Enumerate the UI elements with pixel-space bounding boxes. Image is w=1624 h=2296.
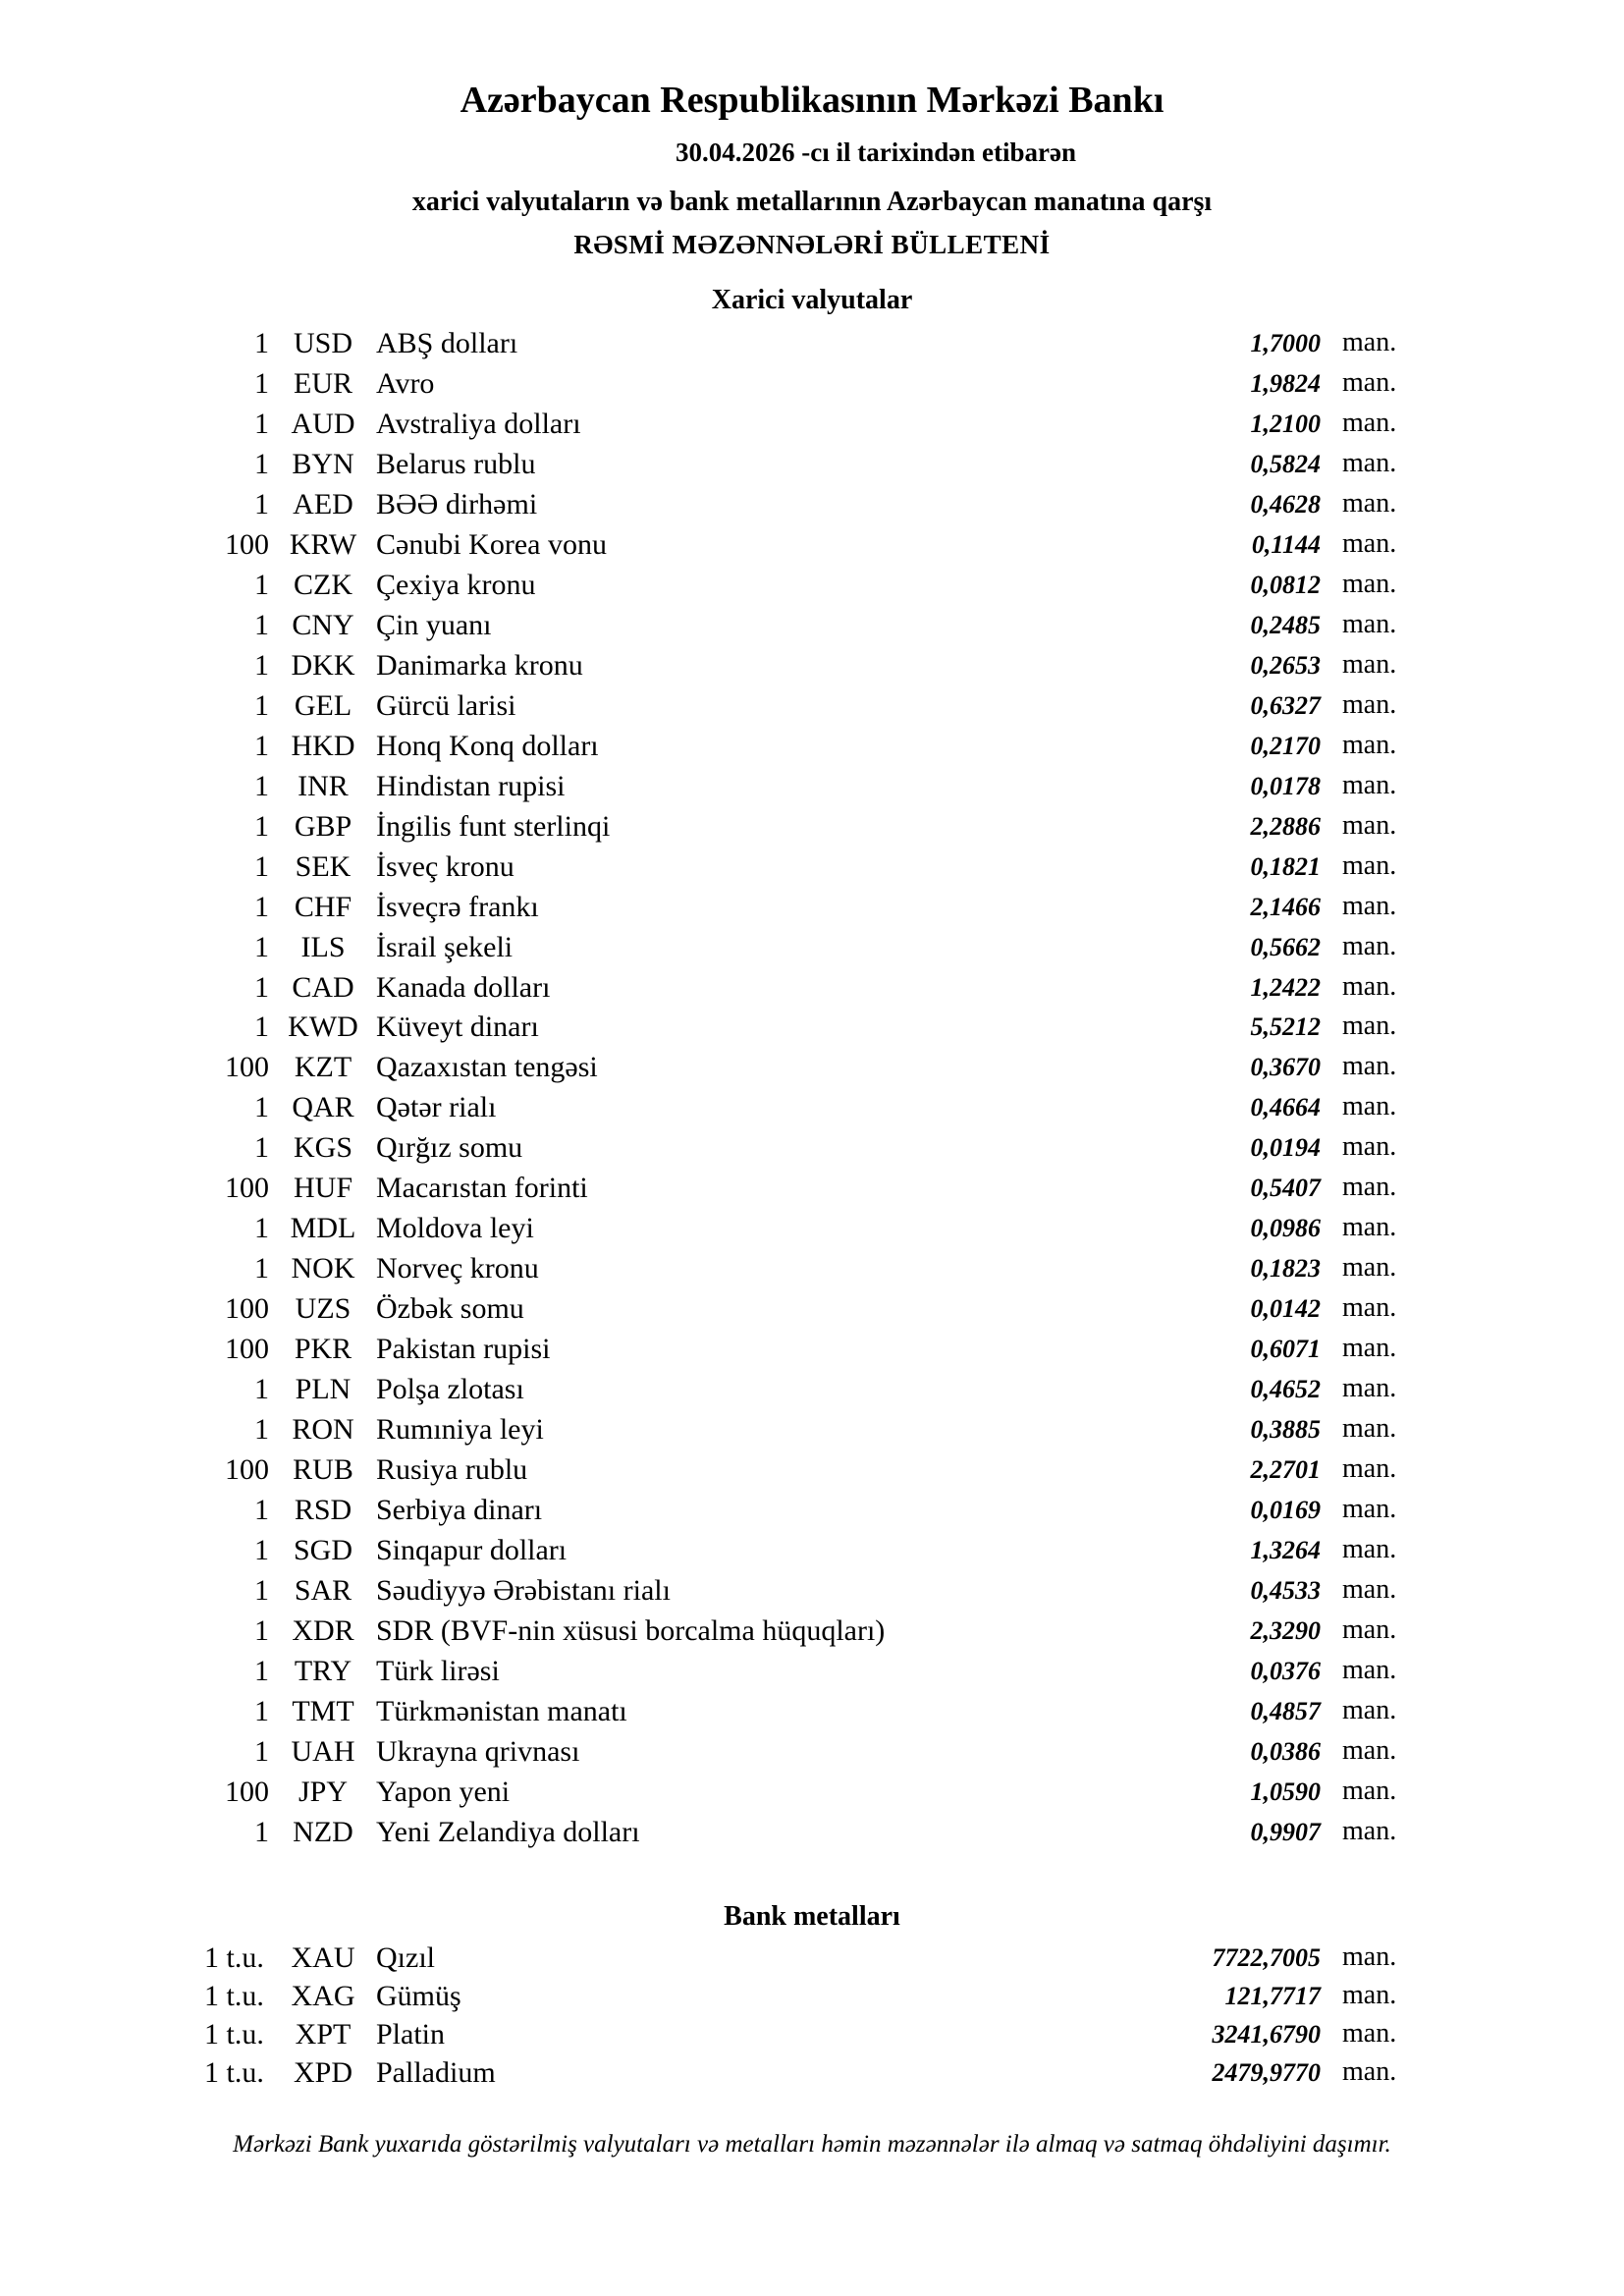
units-cell: 100	[225, 1453, 269, 1487]
units-cell: 1	[254, 970, 269, 1004]
rate-cell: 121,7717	[1224, 1982, 1321, 2010]
name-cell: Gürcü larisi	[376, 688, 516, 722]
code-cell: ILS	[300, 930, 346, 963]
units-cell: 1	[254, 1252, 269, 1285]
name-cell: İsveçrə frankı	[376, 890, 539, 923]
name-cell: SDR (BVF-nin xüsusi borcalma hüquqları)	[376, 1614, 886, 1648]
currency-unit-label: man.	[1342, 1131, 1397, 1163]
code-cell: SGD	[293, 1534, 352, 1567]
units-cell: 100	[225, 1292, 269, 1326]
rate-cell: 1,2422	[1250, 972, 1321, 1002]
name-cell: Qızıl	[376, 1941, 435, 1974]
name-cell: Kanada dolları	[376, 970, 551, 1004]
code-cell: SEK	[295, 849, 352, 883]
code-cell: KWD	[288, 1011, 358, 1044]
name-cell: Belarus rublu	[376, 447, 536, 480]
name-cell: Avro	[376, 366, 435, 400]
currency-unit-label: man.	[1342, 2056, 1397, 2087]
currency-row	[0, 528, 1624, 568]
units-cell: 1	[254, 648, 269, 682]
currency-unit-label: man.	[1342, 1172, 1397, 1203]
name-cell: Honq Konq dolları	[376, 729, 599, 762]
rate-cell: 2479,9770	[1212, 2058, 1321, 2087]
units-cell: 1	[254, 1614, 269, 1648]
rate-cell: 1,3264	[1250, 1536, 1321, 1565]
units-cell: 1	[254, 1413, 269, 1447]
rate-cell: 0,5407	[1250, 1174, 1321, 1203]
currency-unit-label: man.	[1342, 1534, 1397, 1565]
currency-row	[0, 730, 1624, 769]
units-cell: 1	[254, 327, 269, 359]
code-cell: RSD	[294, 1494, 352, 1527]
code-cell: CHF	[294, 890, 352, 923]
code-cell: KGS	[293, 1131, 352, 1165]
units-cell: 1	[254, 688, 269, 722]
code-cell: XPT	[295, 2018, 352, 2050]
rate-cell: 0,6327	[1250, 690, 1321, 720]
currency-unit-label: man.	[1342, 1011, 1397, 1042]
rate-cell: 0,0178	[1250, 771, 1321, 800]
code-cell: RON	[292, 1413, 354, 1447]
bulletin-title: RƏSMİ MƏZƏNNƏLƏRİ BÜLLETENİ	[573, 230, 1051, 259]
currency-row	[0, 1373, 1624, 1412]
code-cell: DKK	[291, 648, 355, 682]
currency-row	[0, 1212, 1624, 1251]
currency-row	[0, 1333, 1624, 1372]
rate-cell: 2,2886	[1250, 811, 1321, 841]
code-cell: QAR	[292, 1091, 354, 1124]
name-cell: Platin	[376, 2018, 446, 2050]
currency-row	[0, 931, 1624, 970]
currency-row	[0, 770, 1624, 809]
code-cell: HKD	[291, 729, 355, 762]
currency-row	[0, 850, 1624, 890]
rate-cell: 1,0590	[1250, 1777, 1321, 1806]
units-cell: 1	[254, 1574, 269, 1608]
name-cell: Moldova leyi	[376, 1212, 534, 1245]
code-cell: HUF	[293, 1172, 352, 1205]
units-cell: 1	[254, 608, 269, 641]
units-cell: 1 t.u.	[204, 2018, 264, 2050]
units-cell: 1	[254, 447, 269, 480]
rate-cell: 0,1823	[1250, 1254, 1321, 1284]
currency-unit-label: man.	[1342, 890, 1397, 921]
currency-row	[0, 1131, 1624, 1171]
units-cell: 1 t.u.	[204, 2056, 264, 2089]
code-cell: CZK	[294, 568, 352, 601]
rate-cell: 1,9824	[1250, 368, 1321, 398]
currency-row	[0, 327, 1624, 366]
currency-row	[0, 1011, 1624, 1050]
name-cell: Ukrayna qrivnası	[376, 1734, 580, 1768]
currency-unit-label: man.	[1342, 366, 1397, 398]
currency-unit-label: man.	[1342, 648, 1397, 680]
currency-unit-label: man.	[1342, 1980, 1397, 2010]
rate-cell: 2,2701	[1250, 1455, 1321, 1485]
units-cell: 1	[254, 729, 269, 762]
rate-cell: 0,3885	[1250, 1415, 1321, 1445]
units-cell: 1	[254, 849, 269, 883]
name-cell: Danimarka kronu	[376, 648, 583, 682]
currency-row	[0, 1453, 1624, 1493]
currency-unit-label: man.	[1342, 1614, 1397, 1646]
name-cell: Rusiya rublu	[376, 1453, 528, 1487]
code-cell: SAR	[294, 1574, 352, 1608]
rate-cell: 0,2170	[1250, 731, 1321, 760]
rate-cell: 0,1144	[1251, 529, 1321, 559]
rate-cell: 0,0986	[1250, 1214, 1321, 1243]
currency-unit-label: man.	[1342, 1333, 1397, 1364]
currency-unit-label: man.	[1342, 1252, 1397, 1284]
page-subtitle: xarici valyutaların və bank metallarının Azərbaycan manatına qarşı	[411, 187, 1213, 217]
code-cell: MDL	[290, 1212, 356, 1245]
name-cell: Qazaxıstan tengəsi	[376, 1051, 598, 1084]
units-cell: 1	[254, 1011, 269, 1044]
currency-unit-label: man.	[1342, 769, 1397, 800]
currency-row	[0, 609, 1624, 648]
units-cell: 1	[254, 1815, 269, 1848]
currency-row	[0, 367, 1624, 407]
code-cell: XDR	[292, 1614, 354, 1648]
name-cell: Səudiyyə Ərəbistanı rialı	[376, 1574, 671, 1608]
rate-cell: 0,6071	[1250, 1335, 1321, 1364]
code-cell: JPY	[298, 1775, 349, 1808]
rate-cell: 5,5212	[1250, 1012, 1321, 1042]
units-cell: 100	[225, 1051, 269, 1084]
currency-unit-label: man.	[1342, 487, 1397, 519]
rate-cell: 0,2653	[1250, 650, 1321, 680]
rate-cell: 7722,7005	[1212, 1943, 1321, 1972]
currency-row	[0, 1252, 1624, 1291]
currency-unit-label: man.	[1342, 1775, 1397, 1806]
code-cell: BYN	[292, 447, 354, 480]
effective-date: 30.04.2026 -cı il tarixindən etibarən	[676, 137, 1076, 167]
rate-cell: 2,1466	[1250, 892, 1321, 921]
name-cell: İsrail şekeli	[376, 930, 514, 963]
code-cell: NOK	[291, 1252, 355, 1285]
rate-cell: 0,5824	[1250, 449, 1321, 478]
name-cell: Gümüş	[376, 1980, 461, 2012]
name-cell: Serbiya dinarı	[376, 1494, 543, 1527]
units-cell: 1	[254, 1655, 269, 1687]
currency-unit-label: man.	[1342, 1091, 1397, 1122]
units-cell: 1	[254, 769, 269, 802]
name-cell: Çin yuanı	[376, 608, 492, 641]
units-cell: 1	[254, 1494, 269, 1527]
code-cell: USD	[293, 327, 352, 359]
currency-unit-label: man.	[1342, 527, 1397, 559]
code-cell: NZD	[293, 1815, 353, 1848]
disclaimer-note: Mərkəzi Bank yuxarıda göstərilmiş valyutaları və metalları həmin məzənnələr ilə almaq və satmaq öhdəliyini daşımır.	[233, 2131, 1391, 2158]
code-cell: XAG	[291, 1980, 355, 2012]
code-cell: TMT	[292, 1694, 354, 1727]
code-cell: PKR	[294, 1333, 352, 1366]
currency-row	[0, 1494, 1624, 1533]
currency-unit-label: man.	[1342, 568, 1397, 599]
currency-row	[0, 1091, 1624, 1130]
units-cell: 1 t.u.	[204, 1941, 264, 1974]
code-cell: PLN	[295, 1373, 352, 1406]
units-cell: 1	[254, 930, 269, 963]
metal-row	[0, 1980, 1624, 2019]
name-cell: Türk lirəsi	[376, 1655, 500, 1687]
name-cell: Özbək somu	[376, 1292, 524, 1326]
currencies-section-title: Xarici valyutalar	[711, 285, 913, 315]
name-cell: Sinqapur dolları	[376, 1534, 568, 1567]
name-cell: Qətər rialı	[376, 1091, 497, 1124]
name-cell: İsveç kronu	[376, 849, 514, 883]
code-cell: AED	[293, 487, 353, 520]
name-cell: Rumıniya leyi	[376, 1413, 544, 1447]
units-cell: 100	[225, 1775, 269, 1808]
name-cell: Yapon yeni	[376, 1775, 511, 1808]
name-cell: İngilis funt sterlinqi	[376, 809, 611, 843]
name-cell: Palladium	[376, 2056, 496, 2089]
code-cell: UAH	[291, 1734, 355, 1768]
currency-unit-label: man.	[1342, 407, 1397, 438]
currency-row	[0, 1172, 1624, 1211]
rate-cell: 0,1821	[1250, 851, 1321, 881]
code-cell: KRW	[289, 527, 357, 561]
currency-row	[0, 649, 1624, 688]
rate-cell: 0,4652	[1250, 1375, 1321, 1404]
name-cell: Hindistan rupisi	[376, 769, 566, 802]
rate-cell: 0,0376	[1250, 1657, 1321, 1685]
units-cell: 1	[254, 366, 269, 400]
currency-row	[0, 1614, 1624, 1654]
currency-row	[0, 1051, 1624, 1090]
units-cell: 1	[254, 407, 269, 440]
units-cell: 1	[254, 809, 269, 843]
rate-cell: 0,0812	[1250, 570, 1321, 599]
name-cell: Pakistan rupisi	[376, 1333, 551, 1366]
rate-cell: 3241,6790	[1212, 2020, 1321, 2049]
currency-unit-label: man.	[1342, 809, 1397, 841]
currency-unit-label: man.	[1342, 327, 1397, 357]
currency-unit-label: man.	[1342, 1734, 1397, 1766]
rate-cell: 1,2100	[1250, 409, 1321, 438]
currency-row	[0, 488, 1624, 527]
currency-unit-label: man.	[1342, 729, 1397, 760]
code-cell: EUR	[294, 366, 352, 400]
currency-row	[0, 569, 1624, 608]
name-cell: Türkmənistan manatı	[376, 1694, 627, 1727]
code-cell: CAD	[292, 970, 354, 1004]
currency-unit-label: man.	[1342, 1413, 1397, 1445]
currency-row	[0, 1735, 1624, 1775]
rate-cell: 2,3290	[1250, 1616, 1321, 1646]
rate-cell: 0,3670	[1250, 1053, 1321, 1082]
currency-row	[0, 1655, 1624, 1694]
currency-unit-label: man.	[1342, 2018, 1397, 2049]
currency-unit-label: man.	[1342, 1292, 1397, 1324]
name-cell: ABŞ dolları	[376, 327, 518, 359]
currency-unit-label: man.	[1342, 1574, 1397, 1606]
code-cell: UZS	[295, 1292, 352, 1326]
page-title: Azərbaycan Respublikasının Mərkəzi Bankı	[460, 80, 1164, 121]
currency-row	[0, 1574, 1624, 1613]
rate-cell: 0,4533	[1250, 1576, 1321, 1606]
rate-cell: 1,7000	[1250, 329, 1321, 357]
name-cell: Küveyt dinarı	[376, 1011, 539, 1044]
currency-unit-label: man.	[1342, 1655, 1397, 1685]
currency-unit-label: man.	[1342, 1694, 1397, 1725]
currency-row	[0, 1413, 1624, 1452]
metal-row	[0, 1941, 1624, 1981]
name-cell: Macarıstan forinti	[376, 1172, 588, 1205]
units-cell: 1	[254, 890, 269, 923]
name-cell: Cənubi Korea vonu	[376, 527, 607, 561]
currency-unit-label: man.	[1342, 608, 1397, 639]
rate-cell: 0,9907	[1250, 1817, 1321, 1846]
rate-cell: 0,0142	[1250, 1294, 1321, 1324]
currency-row	[0, 810, 1624, 849]
currency-row	[0, 408, 1624, 447]
rate-cell: 0,4664	[1250, 1093, 1321, 1122]
code-cell: CNY	[292, 608, 354, 641]
units-cell: 100	[225, 1333, 269, 1366]
units-cell: 1 t.u.	[204, 1980, 264, 2012]
rate-cell: 0,4857	[1250, 1696, 1321, 1725]
code-cell: RUB	[293, 1453, 353, 1487]
units-cell: 1	[254, 487, 269, 520]
units-cell: 100	[225, 527, 269, 561]
rate-cell: 0,0194	[1250, 1133, 1321, 1163]
currency-unit-label: man.	[1342, 1453, 1397, 1485]
code-cell: KZT	[294, 1051, 352, 1084]
name-cell: Yeni Zelandiya dolları	[376, 1815, 640, 1848]
currency-unit-label: man.	[1342, 1941, 1397, 1972]
currency-unit-label: man.	[1342, 1051, 1397, 1082]
name-cell: Çexiya kronu	[376, 568, 536, 601]
rate-cell: 0,0386	[1250, 1736, 1321, 1766]
code-cell: GBP	[294, 809, 352, 843]
currency-row	[0, 971, 1624, 1011]
currency-unit-label: man.	[1342, 447, 1397, 478]
name-cell: Norveç kronu	[376, 1252, 539, 1285]
code-cell: XPD	[293, 2056, 352, 2089]
currency-unit-label: man.	[1342, 1494, 1397, 1525]
currency-unit-label: man.	[1342, 688, 1397, 720]
name-cell: Avstraliya dolları	[376, 407, 581, 440]
code-cell: INR	[298, 769, 349, 802]
units-cell: 1	[254, 568, 269, 601]
units-cell: 1	[254, 1373, 269, 1406]
metal-row	[0, 2056, 1624, 2096]
units-cell: 1	[254, 1534, 269, 1567]
name-cell: Polşa zlotası	[376, 1373, 524, 1406]
name-cell: Qırğız somu	[376, 1131, 523, 1165]
currency-unit-label: man.	[1342, 970, 1397, 1002]
currency-row	[0, 1776, 1624, 1815]
currency-row	[0, 1695, 1624, 1734]
currency-unit-label: man.	[1342, 1815, 1397, 1846]
units-cell: 1	[254, 1694, 269, 1727]
code-cell: TRY	[294, 1655, 352, 1687]
currency-unit-label: man.	[1342, 930, 1397, 961]
units-cell: 100	[225, 1172, 269, 1205]
code-cell: GEL	[294, 688, 352, 722]
currency-unit-label: man.	[1342, 849, 1397, 881]
name-cell: BƏƏ dirhəmi	[376, 487, 538, 520]
currency-row	[0, 1534, 1624, 1573]
units-cell: 1	[254, 1091, 269, 1124]
currency-row	[0, 448, 1624, 487]
currency-row	[0, 1292, 1624, 1332]
units-cell: 1	[254, 1131, 269, 1165]
currency-unit-label: man.	[1342, 1212, 1397, 1243]
code-cell: XAU	[291, 1941, 355, 1974]
currency-row	[0, 689, 1624, 729]
currency-unit-label: man.	[1342, 1373, 1397, 1404]
rate-cell: 0,4628	[1250, 489, 1321, 519]
metals-section-title: Bank metalları	[724, 1901, 900, 1932]
currency-row	[0, 891, 1624, 930]
rate-cell: 0,2485	[1250, 610, 1321, 639]
code-cell: AUD	[291, 407, 355, 440]
metal-row	[0, 2018, 1624, 2057]
rate-cell: 0,0169	[1250, 1496, 1321, 1525]
currency-row	[0, 1816, 1624, 1855]
units-cell: 1	[254, 1734, 269, 1768]
rate-cell: 0,5662	[1250, 932, 1321, 961]
units-cell: 1	[254, 1212, 269, 1245]
